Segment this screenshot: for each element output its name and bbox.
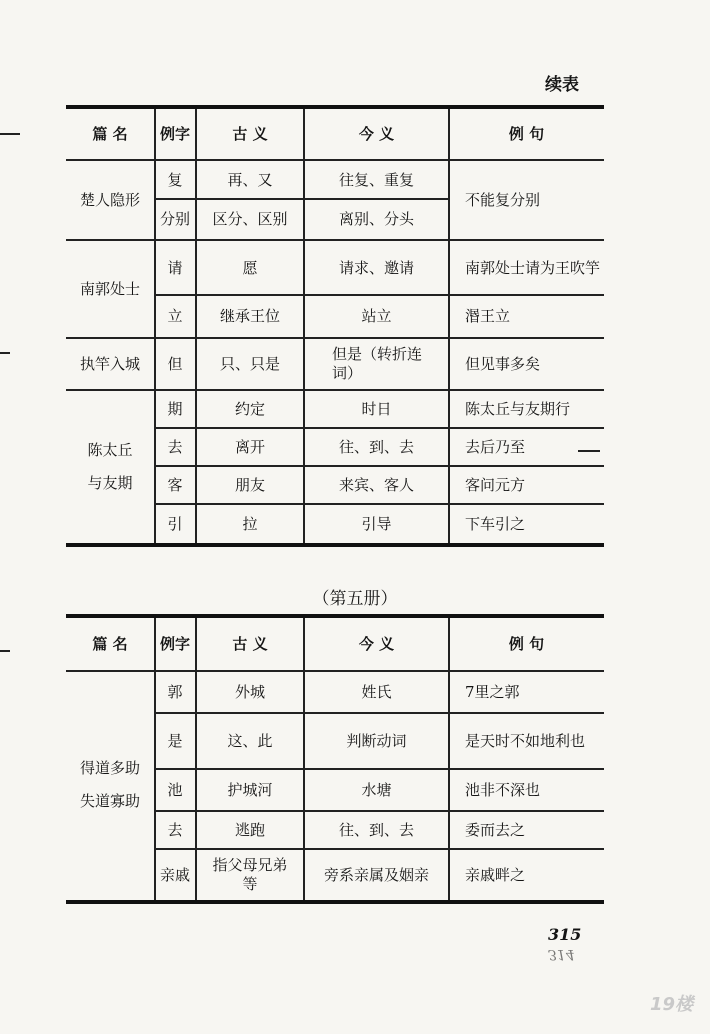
article-title-line2: 失道寡助 [79, 792, 140, 810]
example-sentence: 池非不深也 [465, 780, 541, 799]
modern-meaning: 来宾、客人 [338, 475, 414, 494]
modern-meaning: 请求、邀请 [338, 258, 414, 277]
margin-mark [0, 133, 20, 135]
ancient-meaning: 离开 [234, 437, 265, 456]
ancient-meaning: 逃跑 [234, 820, 265, 839]
margin-mark [0, 650, 10, 652]
example-sentence: 南郭处士请为王吹竽 [465, 258, 601, 277]
vocabulary-table-1 [66, 105, 604, 550]
page-number-bleed-through: 314 [548, 946, 575, 962]
header-example-sentence: 例 句 [508, 124, 545, 143]
example-char: 请 [167, 258, 183, 277]
modern-meaning: 但是（转折连词） [332, 345, 423, 382]
ancient-meaning: 指父母兄弟等 [212, 856, 288, 893]
example-sentence: 湣王立 [465, 307, 511, 326]
modern-meaning: 往、到、去 [338, 437, 414, 456]
modern-meaning: 旁系亲属及姻亲 [323, 865, 429, 884]
modern-meaning: 时日 [361, 399, 392, 418]
header-example-char: 例字 [159, 634, 190, 653]
vocabulary-table-2 [66, 614, 604, 904]
page-number: 315 [548, 925, 582, 944]
modern-meaning: 判断动词 [346, 731, 407, 750]
ancient-meaning: 外城 [234, 682, 265, 701]
ancient-meaning: 再、又 [227, 170, 273, 189]
modern-meaning: 往、到、去 [338, 820, 414, 839]
example-char: 引 [167, 514, 183, 533]
example-char: 分别 [159, 210, 190, 229]
ancient-meaning: 护城河 [227, 780, 273, 799]
example-sentence: 下车引之 [465, 514, 526, 533]
example-char: 立 [167, 307, 183, 326]
book-volume-title: （第五册） [312, 589, 398, 609]
header-ancient: 古 义 [232, 634, 268, 653]
ancient-meaning: 朋友 [234, 475, 265, 494]
margin-mark [578, 450, 600, 452]
example-char: 郭 [167, 682, 183, 701]
article-title: 南郭处士 [79, 279, 140, 298]
ancient-meaning: 约定 [234, 399, 265, 418]
example-char: 复 [167, 170, 183, 189]
watermark: 19楼 [650, 994, 694, 1015]
article-title-line2: 与友期 [87, 474, 133, 492]
modern-meaning: 水塘 [361, 780, 392, 799]
article-title: 楚人隐形 [79, 190, 140, 209]
example-char: 去 [167, 820, 183, 839]
modern-meaning: 姓氏 [361, 682, 392, 701]
example-sentence: 是天时不如地利也 [465, 731, 586, 750]
ancient-meaning: 继承王位 [219, 307, 280, 326]
modern-meaning: 离别、分头 [338, 210, 414, 229]
header-modern: 今 义 [358, 634, 395, 653]
example-sentence: 不能复分别 [465, 190, 541, 209]
example-sentence: 去后乃至 [465, 437, 526, 456]
header-example-char: 例字 [159, 124, 190, 143]
article-title-line1: 陈太丘 [87, 441, 133, 459]
example-char: 亲戚 [159, 865, 190, 884]
modern-meaning: 站立 [361, 307, 392, 326]
article-title-line1: 得道多助 [79, 759, 140, 777]
example-sentence: 委而去之 [465, 820, 526, 839]
example-char: 期 [167, 399, 183, 418]
article-title: 执竿入城 [79, 354, 140, 373]
ancient-meaning: 区分、区别 [212, 210, 288, 229]
example-sentence: 但见事多矣 [465, 354, 541, 373]
header-modern: 今 义 [358, 124, 395, 143]
example-char: 是 [167, 731, 183, 750]
article-title [66, 672, 154, 898]
ancient-meaning: 这、此 [227, 731, 273, 750]
modern-meaning: 引导 [361, 514, 392, 533]
example-sentence: 亲戚畔之 [465, 865, 526, 884]
ancient-meaning: 愿 [242, 258, 258, 277]
example-sentence: 7里之郭 [465, 682, 520, 701]
margin-mark [0, 352, 10, 354]
ancient-meaning: 拉 [242, 514, 258, 533]
example-sentence: 客问元方 [465, 475, 526, 494]
ancient-meaning: 只、只是 [219, 354, 280, 373]
example-sentence: 陈太丘与友期行 [465, 399, 571, 418]
header-title: 篇 名 [92, 634, 128, 653]
header-example-sentence: 例 句 [508, 634, 545, 653]
article-title [66, 391, 154, 543]
example-char: 去 [167, 437, 183, 456]
example-char: 但 [167, 354, 183, 373]
example-char: 客 [167, 475, 183, 494]
header-title: 篇 名 [92, 124, 128, 143]
header-ancient: 古 义 [232, 124, 268, 143]
example-char: 池 [167, 780, 183, 799]
modern-meaning: 往复、重复 [338, 170, 414, 189]
continued-label: 续表 [545, 75, 579, 95]
